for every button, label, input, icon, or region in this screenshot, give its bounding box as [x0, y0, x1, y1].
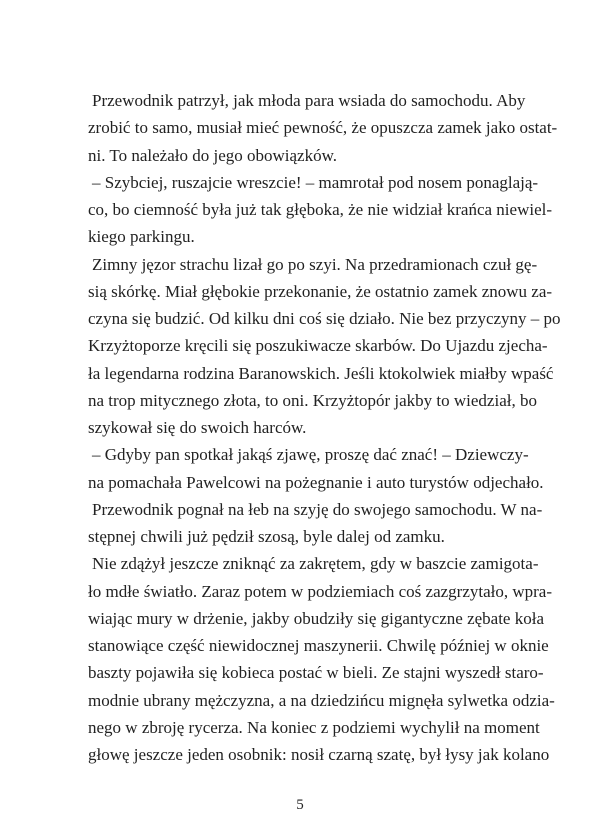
text-line: zrobić to samo, musiał mieć pewność, że opuszcza zamek jako ostat- [88, 118, 558, 138]
text-line: Krzyżtoporze kręcili się poszukiwacze skarbów. Do Ujazdu zjecha- [88, 336, 548, 356]
text-line: Zimny jęzor strachu lizał go po szyi. Na przedramionach czuł gę- [92, 254, 538, 274]
body-text [88, 87, 561, 768]
text-line: ni. To należało do jego obowiązków. [88, 145, 338, 165]
text-line: na pomachała Pawelcowi na pożegnanie i auto turystów odjechało. [88, 472, 544, 492]
text-line: ło mdłe światło. Zaraz potem w podziemiach coś zazgrzytało, wpra- [88, 581, 553, 601]
text-line: Nie zdążył jeszcze zniknąć za zakrętem, gdy w baszcie zamigota- [92, 554, 539, 574]
text-line: – Szybciej, ruszajcie wreszcie! – mamrotał pod nosem ponaglają- [92, 172, 539, 192]
text-line: baszty pojawiła się kobieca postać w bieli. Ze stajni wyszedł staro- [88, 663, 544, 683]
text-line: szykował się do swoich harców. [88, 418, 307, 437]
text-line: co, bo ciemność była już tak głęboka, że nie widział krańca niewiel- [88, 200, 553, 219]
text-line: kiego parkingu. [88, 227, 195, 247]
text-line: czyna się budzić. Od kilku dni coś się działo. Nie bez przyczyny – po [88, 309, 561, 328]
text-line: stępnej chwili już pędził szosą, byle dalej od zamku. [88, 527, 445, 546]
text-line: – Gdyby pan spotkał jakąś zjawę, proszę dać znać! – Dziewczy- [92, 445, 529, 465]
text-line: Przewodnik patrzył, jak młoda para wsiada do samochodu. Aby [92, 91, 526, 110]
text-line: ła legendarna rodzina Baranowskich. Jeśli ktokolwiek miałby wpaść [88, 363, 554, 383]
page-number: 5 [296, 797, 304, 813]
text-line: wiając mury w drżenie, jakby obudziły się gigantyczne zębate koła [88, 608, 544, 628]
text-line: głowę jeszcze jeden osobnik: nosił czarną szatę, był łysy jak kolano [88, 745, 550, 764]
text-line: na trop mitycznego złota, to oni. Krzyżtopór jakby to wiedział, bo [88, 390, 537, 410]
text-line: nego w zbroję rycerza. Na koniec z podziemi wychylił na moment [88, 717, 540, 737]
text-line: modnie ubrany mężczyzna, a na dziedzińcu mignęła sylwetka odzia- [88, 690, 555, 710]
text-line: sią skórkę. Miał głębokie przekonanie, że ostatnio zamek znowu za- [88, 281, 553, 301]
text-line: stanowiące część niewidocznej maszynerii. Chwilę później w oknie [88, 636, 549, 655]
text-line: Przewodnik pognał na łeb na szyję do swojego samochodu. W na- [92, 499, 543, 519]
